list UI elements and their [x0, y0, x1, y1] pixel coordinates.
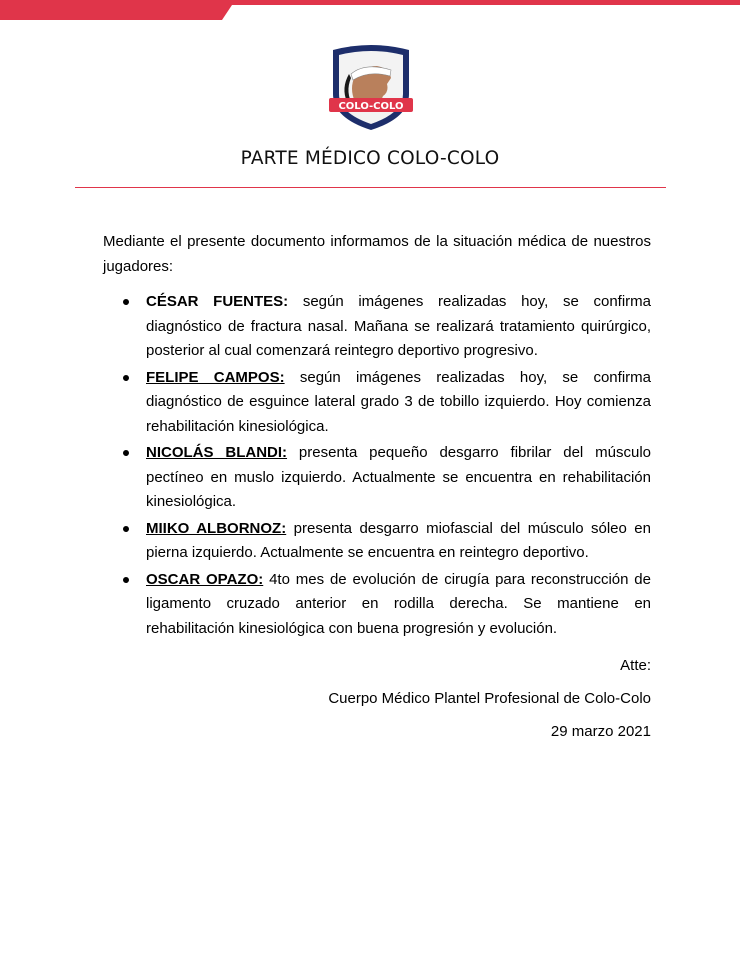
list-item — [103, 517, 651, 566]
bullet-icon — [123, 450, 129, 456]
player-report-list — [103, 290, 651, 643]
closing-line: Atte: — [620, 657, 651, 674]
player-name: FELIPE CAMPOS: — [146, 368, 285, 386]
player-diagnosis: presenta pequeño desgarro fibrilar del músculo pectíneo en muslo izquierdo. Actualmente se encuentra en rehabilitación kinesiológica. — [146, 444, 651, 510]
date-line: 29 marzo 2021 — [550, 723, 651, 740]
title-divider — [75, 187, 666, 188]
player-name: OSCAR OPAZO: — [146, 570, 264, 588]
page-title: PARTE MÉDICO COLO-COLO — [240, 148, 500, 169]
player-name: MIIKO ALBORNOZ: — [146, 519, 287, 537]
list-item — [103, 568, 651, 642]
header-accent-band — [0, 0, 740, 20]
player-name: CÉSAR FUENTES: — [146, 293, 289, 310]
intro-paragraph: Mediante el presente documento informamos de la situación médica de nuestros jugadores: — [103, 233, 651, 275]
player-diagnosis: según imágenes realizadas hoy, se confirma diagnóstico de fractura nasal. Mañana se realizará tratamiento quirúrgico, posterior al cual comenzará reintegro deportivo progresivo. — [146, 293, 651, 359]
bullet-icon — [123, 526, 129, 532]
player-diagnosis: presenta desgarro miofascial del músculo sóleo en pierna izquierdo. Actualmente se encuentra en reintegro deportivo. — [146, 519, 651, 561]
bullet-icon — [123, 299, 129, 305]
bullet-icon — [123, 577, 129, 583]
logo-wordmark: COLO-COLO — [338, 101, 404, 112]
colo-colo-crest-logo — [325, 44, 417, 132]
player-diagnosis: 4to mes de evolución de cirugía para reconstrucción de ligamento cruzado anterior en rodilla derecha. Se mantiene en rehabilitación kinesiológica con buena progresión y evolución. — [146, 570, 651, 637]
signature-block — [251, 654, 651, 753]
signer-line: Cuerpo Médico Plantel Profesional de Colo-Colo — [328, 690, 651, 707]
player-diagnosis: según imágenes realizadas hoy, se confirma diagnóstico de esguince lateral grado 3 de tobillo izquierdo. Hoy comienza rehabilitación kinesiológica. — [146, 368, 651, 435]
player-name: NICOLÁS BLANDI: — [146, 444, 288, 461]
list-item — [103, 290, 651, 364]
list-item — [103, 366, 651, 440]
list-item — [103, 441, 651, 515]
bullet-icon — [123, 375, 129, 381]
